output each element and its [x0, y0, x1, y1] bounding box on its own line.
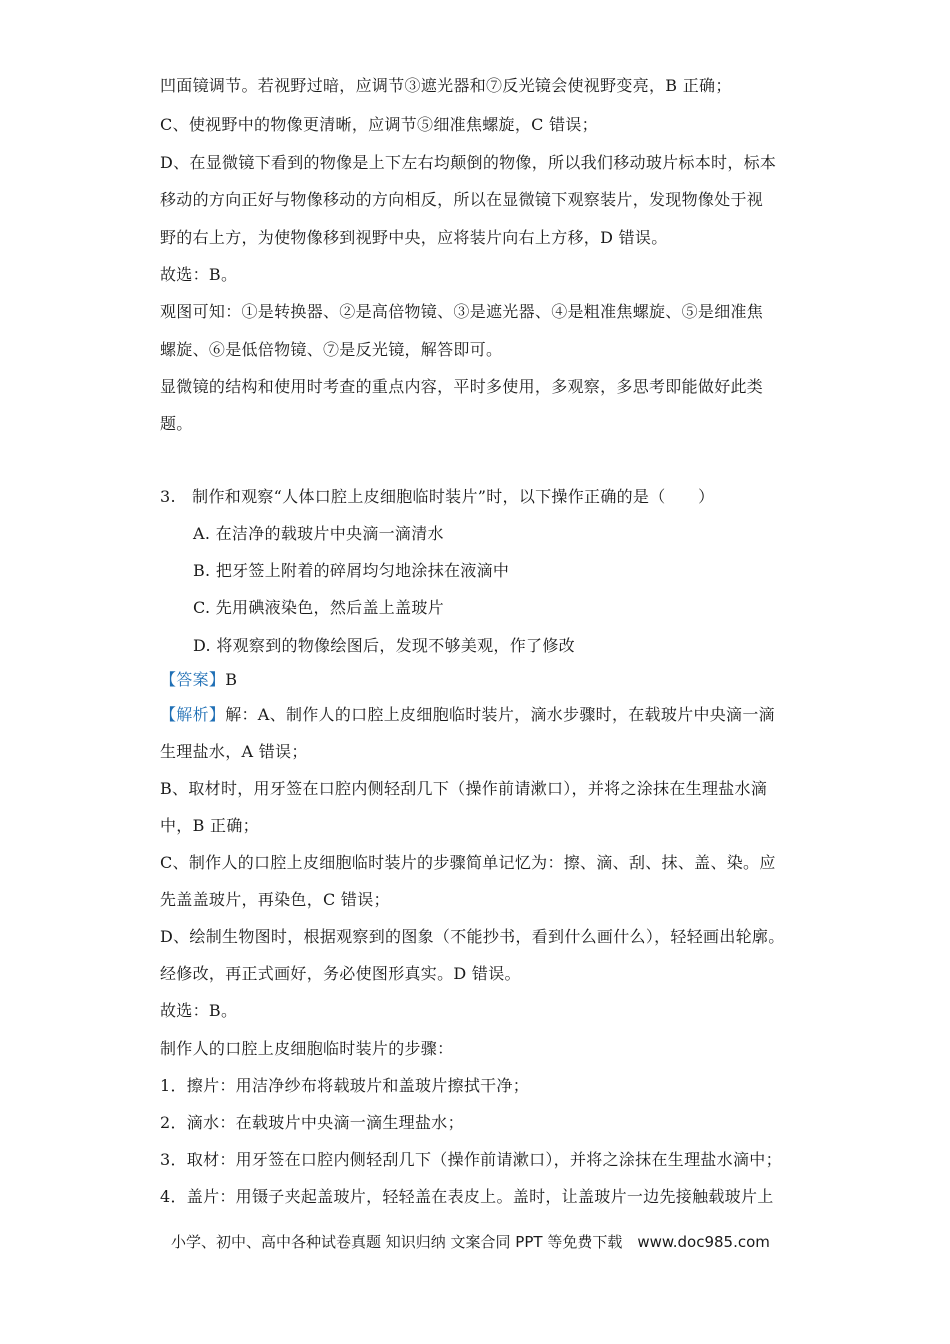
answer-value: B [225, 670, 238, 689]
step-item: 3．取材：用牙签在口腔内侧轻刮几下（操作前请漱口），并将之涂抹在生理盐水滴中； [160, 1150, 782, 1169]
text-line: 故选：B。 [160, 265, 238, 284]
text-line: B、取材时，用牙签在口腔内侧轻刮几下（操作前请漱口），并将之涂抹在生理盐水滴 [160, 779, 768, 798]
text-line: D、在显微镜下看到的物像是上下左右均颠倒的物像，所以我们移动玻片标本时，标本 [160, 153, 777, 172]
analysis-line [160, 705, 775, 725]
analysis-text: 解：A、制作人的口腔上皮细胞临时装片，滴水步骤时，在载玻片中央滴一滴 [225, 705, 775, 724]
step-item: 1．擦片：用洁净纱布将载玻片和盖玻片擦拭干净； [160, 1076, 530, 1095]
text-line: D、绘制生物图时，根据观察到的图象（不能抄书，看到什么画什么），轻轻画出轮廓。 [160, 927, 785, 946]
text-line: 螺旋、⑥是低倍物镜、⑦是反光镜，解答即可。 [160, 340, 503, 359]
text-line: 故选：B。 [160, 1001, 238, 1020]
text-line: 中，B 正确； [160, 816, 259, 835]
text-line: 野的右上方，为使物像移到视野中央，应将装片向右上方移，D 错误。 [160, 228, 668, 247]
question-stem: 3. 制作和观察“人体口腔上皮细胞临时装片”时，以下操作正确的是（ ） [160, 487, 715, 506]
text-line: 移动的方向正好与物像移动的方向相反，所以在显微镜下观察装片，发现物像处于视 [160, 190, 764, 209]
answer-tag: 【答案】 [160, 670, 226, 689]
text-line: 题。 [160, 414, 193, 433]
text-line: 生理盐水，A 错误； [160, 742, 308, 761]
text-line: 经修改，再正式画好，务必使图形真实。D 错误。 [160, 964, 521, 983]
option-b: B. 把牙签上附着的碎屑均匀地涂抹在液滴中 [193, 561, 510, 580]
text-line: C、制作人的口腔上皮细胞临时装片的步骤简单记忆为：擦、滴、刮、抹、盖、染。应 [160, 853, 776, 872]
text-line: 凹面镜调节。若视野过暗，应调节③遮光器和⑦反光镜会使视野变亮，B 正确； [160, 76, 732, 95]
option-d: D. 将观察到的物像绘图后，发现不够美观，作了修改 [193, 636, 575, 655]
text-line: C、使视野中的物像更清晰，应调节⑤细准焦螺旋，C 错误； [160, 115, 598, 134]
option-c: C. 先用碘液染色，然后盖上盖玻片 [193, 598, 444, 617]
page-footer: 小学、初中、高中各种试卷真题 知识归纳 文案合同 PPT 等免费下载 www.doc985.com [171, 1233, 770, 1251]
analysis-tag: 【解析】 [160, 705, 226, 724]
option-a: A. 在洁净的载玻片中央滴一滴清水 [193, 524, 444, 543]
step-item: 2．滴水：在载玻片中央滴一滴生理盐水； [160, 1113, 464, 1132]
text-line: 制作人的口腔上皮细胞临时装片的步骤： [160, 1039, 454, 1058]
answer-line [160, 670, 237, 690]
text-line: 先盖盖玻片，再染色，C 错误； [160, 890, 390, 909]
step-item: 4．盖片：用镊子夹起盖玻片，轻轻盖在表皮上。盖时，让盖玻片一边先接触载玻片上 [160, 1187, 774, 1206]
text-line: 显微镜的结构和使用时考查的重点内容，平时多使用，多观察，多思考即能做好此类 [160, 377, 764, 396]
text-line: 观图可知：①是转换器、②是高倍物镜、③是遮光器、④是粗准焦螺旋、⑤是细准焦 [160, 302, 764, 321]
